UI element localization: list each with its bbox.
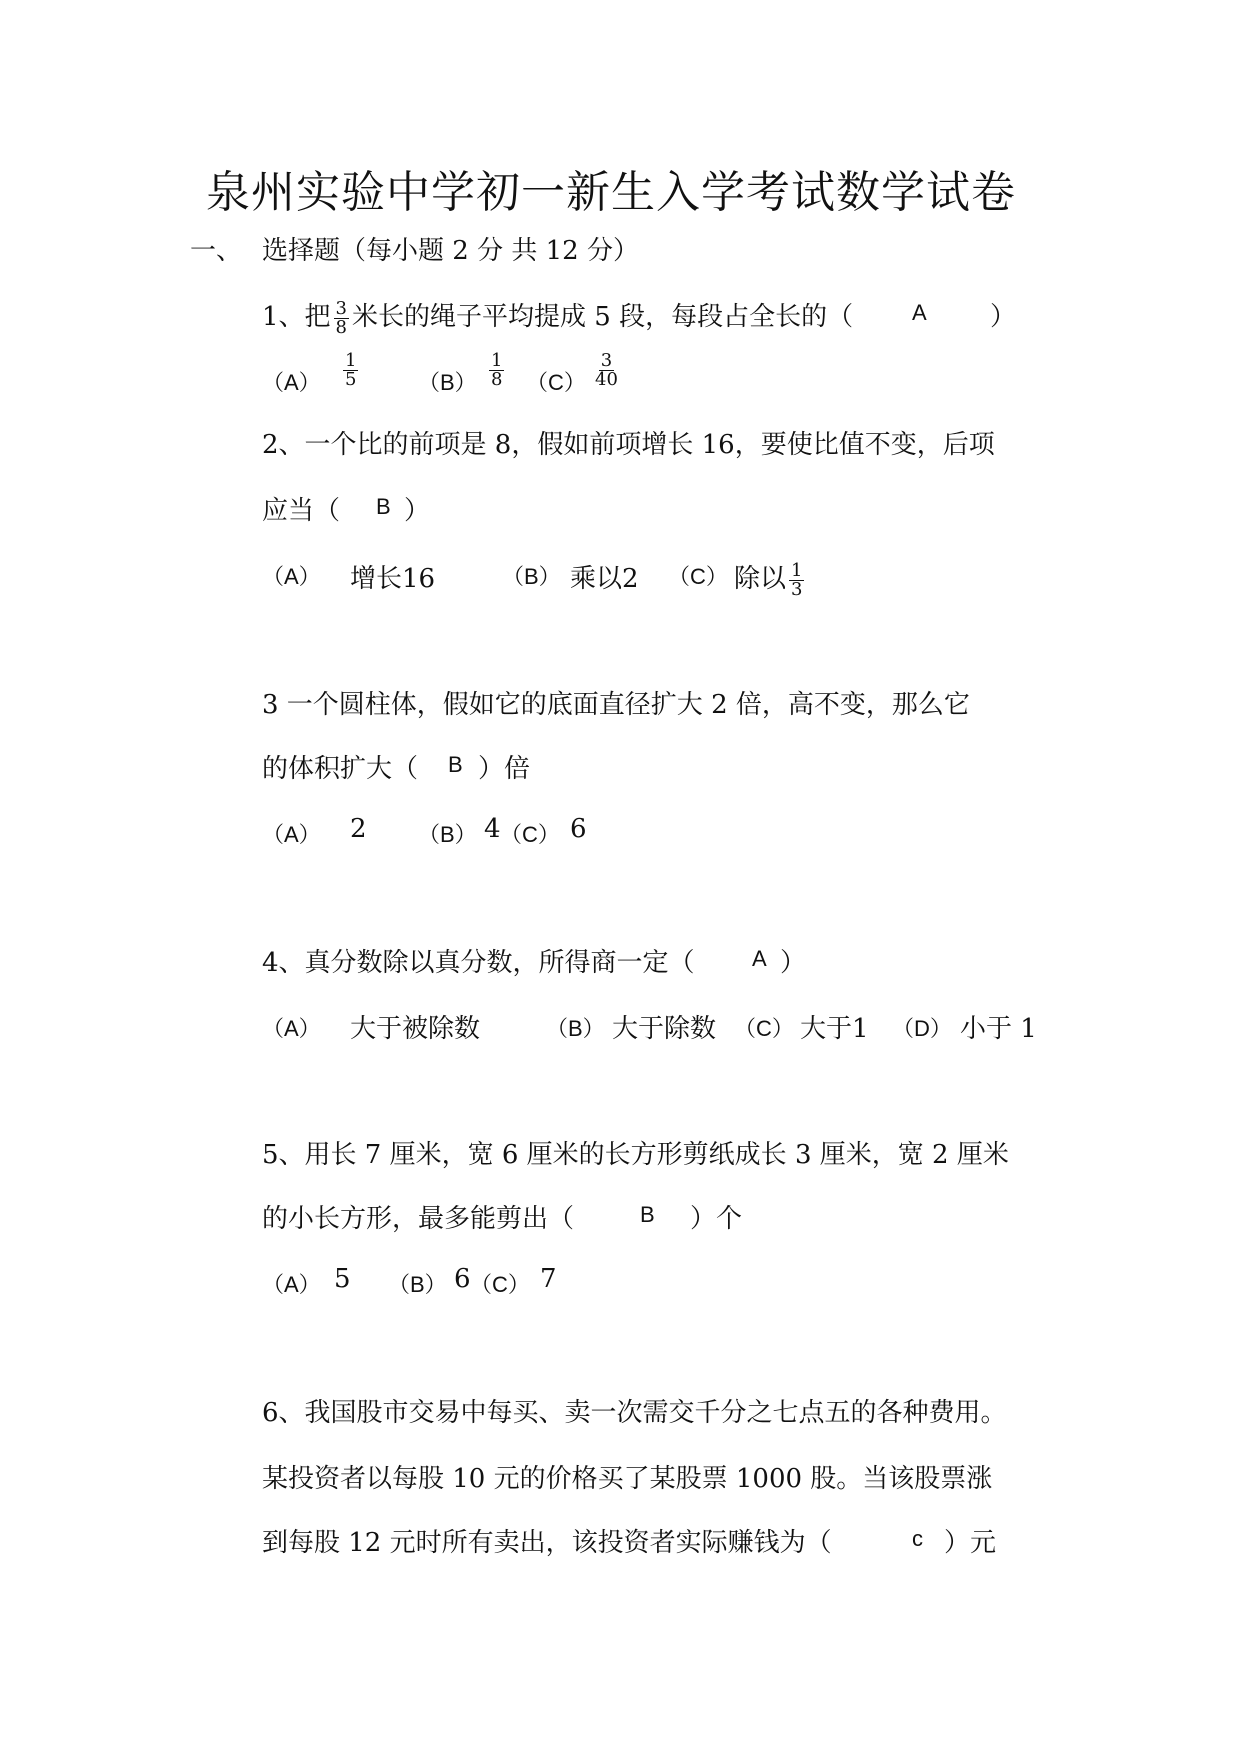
q2-close: ） [404,496,431,526]
q5-opt-b-label: （B） [388,1272,447,1297]
q4-opt-b-text: 大于除数 [612,1014,717,1044]
q1-opt-c-label: （C） [526,370,586,395]
question-5-line2: 的小长方形，最多能剪出（ [262,1204,575,1234]
question-5-line1: 5、用长 7 厘米，宽 6 厘米的长方形剪纸成长 3 厘米，宽 2 厘米 [262,1140,1009,1170]
q1-fraction: $\frac{3}{8}$ [335,297,347,338]
q2-opt-b-text: 乘以2 [570,564,639,594]
section-heading: 选择题（每小题 2 分 共 12 分） [262,236,639,266]
q3-suffix: ）倍 [478,754,531,784]
q1-opt-a-value: $\frac{1}{5}$ [345,350,357,390]
q6-suffix: ）元 [944,1528,997,1558]
question-3-line1: 3 一个圆柱体，假如它的底面直径扩大 2 倍，高不变，那么它 [262,690,970,720]
q4-opt-d-text: 小于 1 [960,1014,1037,1044]
q3-opt-a-text: 2 [350,814,367,844]
q3-opt-c-label: （C） [500,822,560,847]
page-title: 泉州实验中学初一新生入学考试数学试卷 [206,167,1016,218]
q4-opt-a-label: （A） [262,1016,321,1041]
q2-opt-b-label: （B） [502,564,561,589]
q6-answer: c [912,1526,923,1551]
q1-answer: A [912,300,927,325]
q1-prefix: 1、把 [262,302,331,332]
q3-opt-a-label: （A） [262,822,321,847]
q4-opt-c-text: 大于1 [800,1014,869,1044]
q4-close: ） [780,948,807,978]
q3-answer: B [448,752,463,777]
q4-opt-b-label: （B） [546,1016,605,1041]
q4-answer: A [752,946,767,971]
q2-answer: B [376,494,391,519]
q1-text: 米长的绳子平均提成 5 段，每段占全长的（ [352,302,854,332]
question-1 [262,296,853,337]
q2-opt-c-text: 除以 $\frac{1}{3}$ [734,559,803,600]
question-4: 4、真分数除以真分数，所得商一定（ [262,948,695,978]
q5-opt-a-text: 5 [334,1264,351,1294]
q3-opt-c-text: 6 [570,814,587,844]
q2-opt-a-label: （A） [262,564,321,589]
q1-opt-c-value: $\frac{3}{40}$ [595,350,618,390]
q5-opt-a-label: （A） [262,1272,321,1297]
question-6-line2: 某投资者以每股 10 元的价格买了某股票 1000 股。当该股票涨 [262,1464,993,1494]
q5-opt-c-text: 7 [540,1264,557,1294]
q4-opt-a-text: 大于被除数 [350,1014,481,1044]
q2-opt-c-label: （C） [668,564,728,589]
q2-opt-a-text: 增长16 [350,564,436,594]
question-2-line2: 应当（ [262,496,341,526]
q1-opt-b-label: （B） [418,370,477,395]
q5-suffix: ）个 [690,1204,743,1234]
question-6-line3: 到每股 12 元时所有卖出，该投资者实际赚钱为（ [262,1528,832,1558]
q4-opt-c-label: （C） [734,1016,794,1041]
q5-opt-b-text: 6 [454,1264,471,1294]
q3-opt-b-text: 4 [484,814,501,844]
q3-opt-b-label: （B） [418,822,477,847]
q1-opt-b-value: $\frac{1}{8}$ [491,350,503,390]
question-6-line1: 6、我国股市交易中每买、卖一次需交千分之七点五的各种费用。 [262,1398,1007,1428]
q4-opt-d-label: （D） [892,1016,952,1041]
section-number: 一、 [190,236,243,266]
q5-opt-c-label: （C） [470,1272,530,1297]
q1-close: ） [990,302,1017,332]
question-2-line1: 2、一个比的前项是 8，假如前项增长 16，要使比值不变，后项 [262,430,995,460]
q1-opt-a-label: （A） [262,370,321,395]
question-3-line2: 的体积扩大（ [262,754,419,784]
q5-answer: B [640,1202,655,1227]
